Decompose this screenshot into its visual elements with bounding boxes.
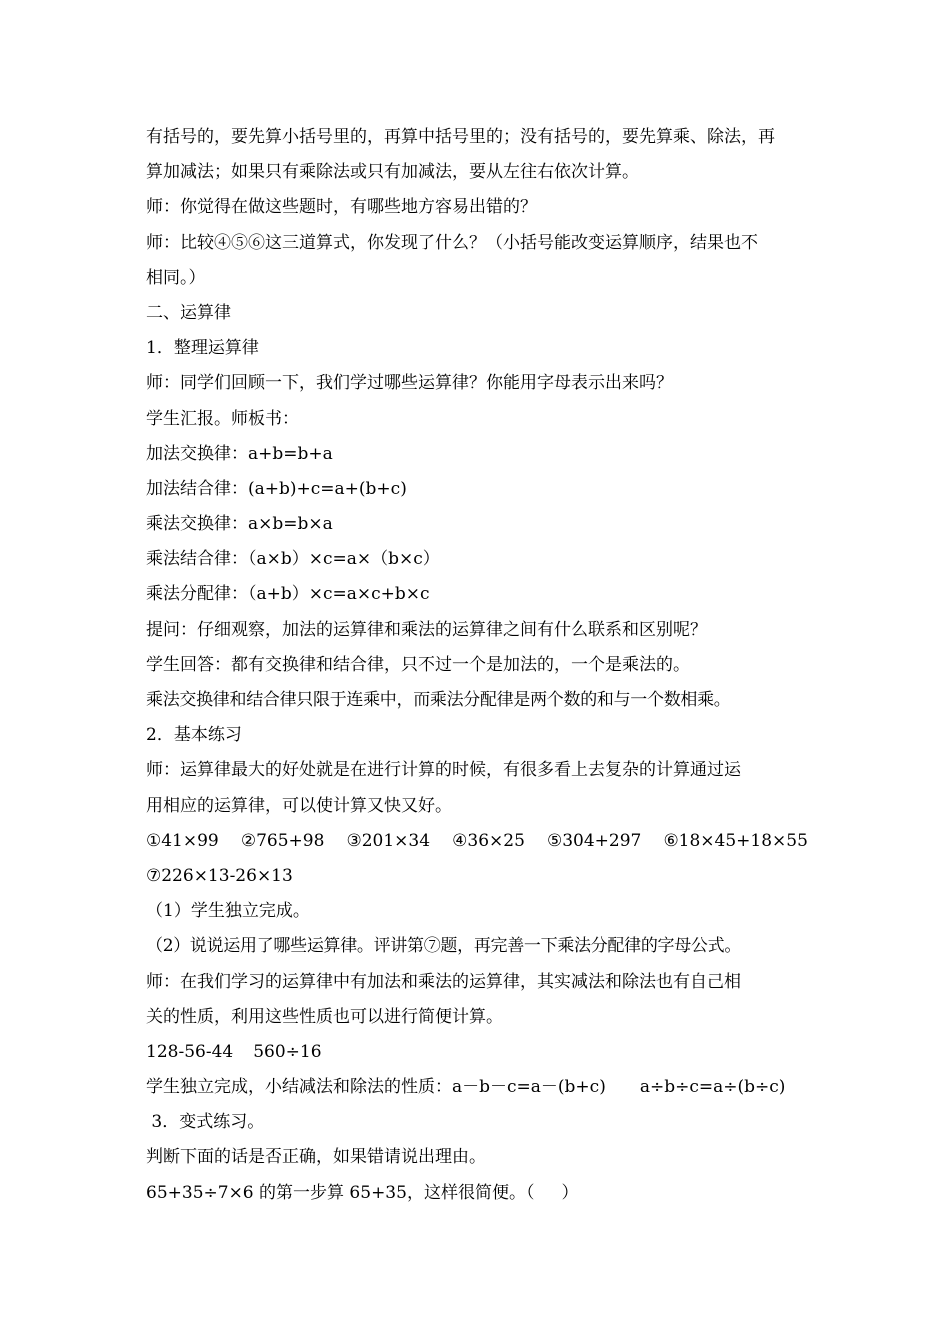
paragraph-line: 乘法交换律和结合律只限于连乘中，而乘法分配律是两个数的和与一个数相乘。 bbox=[146, 690, 731, 710]
calc-item: 560÷16 bbox=[253, 1041, 322, 1062]
formula-line: 乘法结合律：（a×b）×c=a×（b×c） bbox=[146, 549, 440, 570]
document-body bbox=[146, 120, 816, 1211]
paragraph-line: 学生回答：都有交换律和结合律，只不过一个是加法的，一个是乘法的。 bbox=[146, 654, 690, 675]
exercise-item: ③201×34 bbox=[346, 830, 431, 851]
exercise-item: ①41×99 bbox=[146, 830, 219, 851]
exercise-item: ⑤304+297 bbox=[546, 830, 642, 851]
paragraph-line: （2）说说运用了哪些运算律。评讲第⑦题，再完善一下乘法分配律的字母公式。 bbox=[146, 936, 742, 957]
paragraph-line: 有括号的，要先算小括号里的，再算中括号里的；没有括号的，要先算乘、除法，再 bbox=[146, 127, 775, 147]
formula-line: 加法结合律：(a+b)+c=a+(b+c) bbox=[146, 478, 407, 499]
formula-line: 乘法分配律：（a+b）×c=a×c+b×c bbox=[146, 584, 430, 605]
section-heading: 二、运算律 bbox=[146, 302, 231, 323]
paragraph-line: 相同。） bbox=[146, 267, 206, 288]
paragraph-line: 关的性质，利用这些性质也可以进行简便计算。 bbox=[146, 1006, 503, 1027]
property-subtraction: 学生独立完成，小结减法和除法的性质：a－b－c=a－(b+c) bbox=[146, 1077, 606, 1098]
paragraph-line: 师：比较④⑤⑥这三道算式，你发现了什么？（小括号能改变运算顺序，结果也不 bbox=[146, 232, 758, 253]
paragraph-line: 师：同学们回顾一下，我们学过哪些运算律？你能用字母表示出来吗？ bbox=[146, 373, 673, 394]
paragraph-line: （1）学生独立完成。 bbox=[146, 901, 310, 922]
exercise-item: ⑦226×13-26×13 bbox=[146, 865, 293, 886]
question-line: 65+35÷7×6 的第一步算 65+35，这样很简便。（ ） bbox=[146, 1182, 579, 1203]
subsection-heading: 3．变式练习。 bbox=[146, 1112, 265, 1133]
paragraph-line: 用相应的运算律，可以使计算又快又好。 bbox=[146, 795, 452, 816]
paragraph-line: 师：在我们学习的运算律中有加法和乘法的运算律，其实减法和除法也有自己相 bbox=[146, 971, 741, 992]
property-division: a÷b÷c=a÷(b÷c) bbox=[639, 1077, 786, 1098]
paragraph-line: 判断下面的话是否正确，如果错请说出理由。 bbox=[146, 1147, 486, 1168]
subsection-heading: 2．基本练习 bbox=[146, 725, 242, 746]
formula-line: 乘法交换律：a×b=b×a bbox=[146, 514, 333, 535]
paragraph-line: 师：运算律最大的好处就是在进行计算的时候，有很多看上去复杂的计算通过运 bbox=[146, 760, 741, 781]
property-row bbox=[146, 1070, 816, 1105]
calc-item: 128-56-44 bbox=[146, 1041, 234, 1062]
exercise-item: ②765+98 bbox=[240, 830, 325, 851]
paragraph-line: 算加减法；如果只有乘除法或只有加减法，要从左往右依次计算。 bbox=[146, 162, 639, 183]
exercise-row bbox=[146, 824, 808, 859]
exercise-item: ⑥18×45+18×55 bbox=[663, 830, 808, 851]
paragraph-line: 师：你觉得在做这些题时，有哪些地方容易出错的？ bbox=[146, 197, 537, 218]
paragraph-line: 提问：仔细观察，加法的运算律和乘法的运算律之间有什么联系和区别呢？ bbox=[146, 619, 707, 640]
subsection-heading: 1．整理运算律 bbox=[146, 338, 259, 359]
calc-row bbox=[146, 1035, 816, 1070]
exercise-item: ④36×25 bbox=[452, 830, 525, 851]
paragraph-line: 学生汇报。师板书： bbox=[146, 408, 299, 429]
formula-line: 加法交换律：a+b=b+a bbox=[146, 443, 333, 464]
